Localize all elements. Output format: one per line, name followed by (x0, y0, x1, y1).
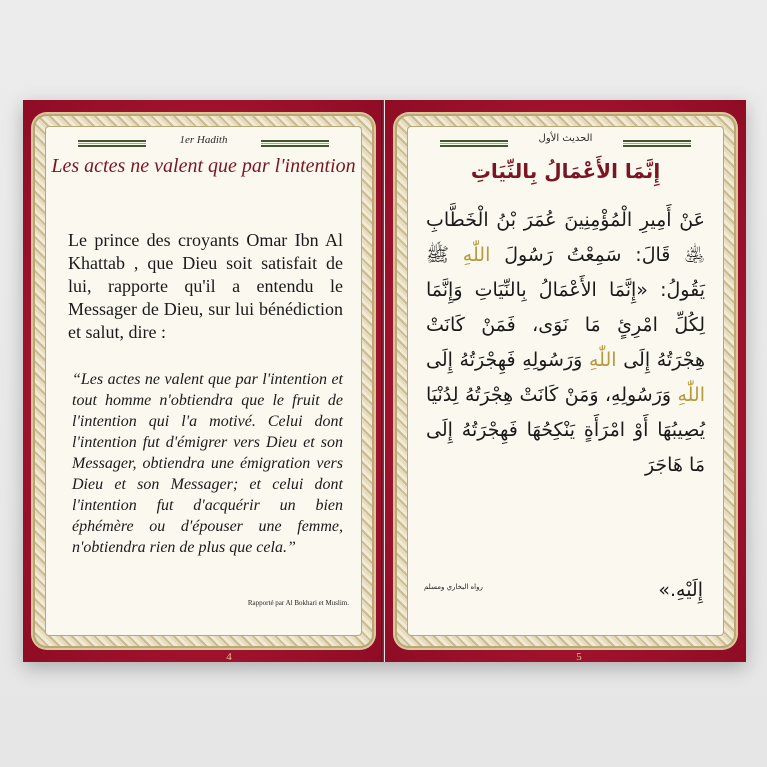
left-page (23, 100, 384, 662)
source-reference: رواه البخاري ومسلم (424, 583, 483, 591)
ornamental-frame (33, 114, 374, 648)
right-page-content (407, 126, 724, 636)
page-title: إِنَّمَا الأَعْمَالُ بِالنِّيَاتِ (470, 159, 661, 183)
hadith-label: 1er Hadith (179, 134, 228, 146)
hadith-quote: “Les actes ne valent que par l'intention et tout homme n'obtiendra que le fruit de l'intention qui l'a motivé. Celui dont l'intention fut d'émigrer vers Dieu et son Messager, obtiendra une émigration vers Dieu et son Messager; et celui dont l'intention fut d'acquérir un bien éphémère ou d'épouser une femme, n'obtiendra rien de plus que cela.” (72, 371, 343, 556)
allah-word: اللّٰهِ (589, 349, 617, 371)
arabic-ending: إِلَيْهِ.» (658, 579, 703, 601)
arabic-text-segment: ﷺ يَقُولُ: «إِنَّمَا الأَعْمَالُ بِالنِّيَاتِ وَإِنَّمَا لِكُلِّ امْرِئٍ مَا نَوَى، فَمَنْ كَانَتْ هِجْرَتُهُ إِلَى (426, 244, 706, 371)
arabic-text-segment: وَرَسُولِهِ فَهِجْرَتُهُ إِلَى (426, 349, 583, 371)
allah-word: اللّٰهِ (462, 244, 491, 266)
open-book (23, 100, 746, 662)
arabic-text-segment: عَنْ أَمِيرِ الْمُؤْمِنِينَ عُمَرَ بْنُ الْخَطَّابِ ﵁ قَالَ: سَمِعْتُ رَسُولَ (426, 209, 705, 266)
ornamental-frame (395, 114, 736, 648)
page-title: Les actes ne valent que par l'intention (51, 155, 356, 177)
arabic-text-segment: وَرَسُولِهِ، وَمَنْ كَانَتْ هِجْرَتُهُ لِدُنْيَا يُصِيبُهَا أَوْ امْرَأَةٍ يَنْكِحُهَا فَهِجْرَتُهُ إِلَى مَا هَاجَرَ (426, 384, 705, 476)
page-number: 4 (226, 651, 232, 663)
intro-text: Le prince des croyants Omar Ibn Al Khattab , que Dieu soit satisfait de lui, rapporte qu'il a entendu le Messager de Dieu, sur lui bénédiction et salut, dire : (68, 230, 343, 342)
allah-word: اللّٰهِ (677, 384, 705, 406)
left-page-content (45, 126, 362, 636)
source-reference: Rapporté par Al Bokhari et Muslim. (247, 599, 349, 607)
right-page (385, 100, 746, 662)
hadith-arabic-text (426, 203, 705, 483)
hadith-label: الحديث الأول (538, 133, 593, 144)
page-number: 5 (576, 651, 582, 663)
